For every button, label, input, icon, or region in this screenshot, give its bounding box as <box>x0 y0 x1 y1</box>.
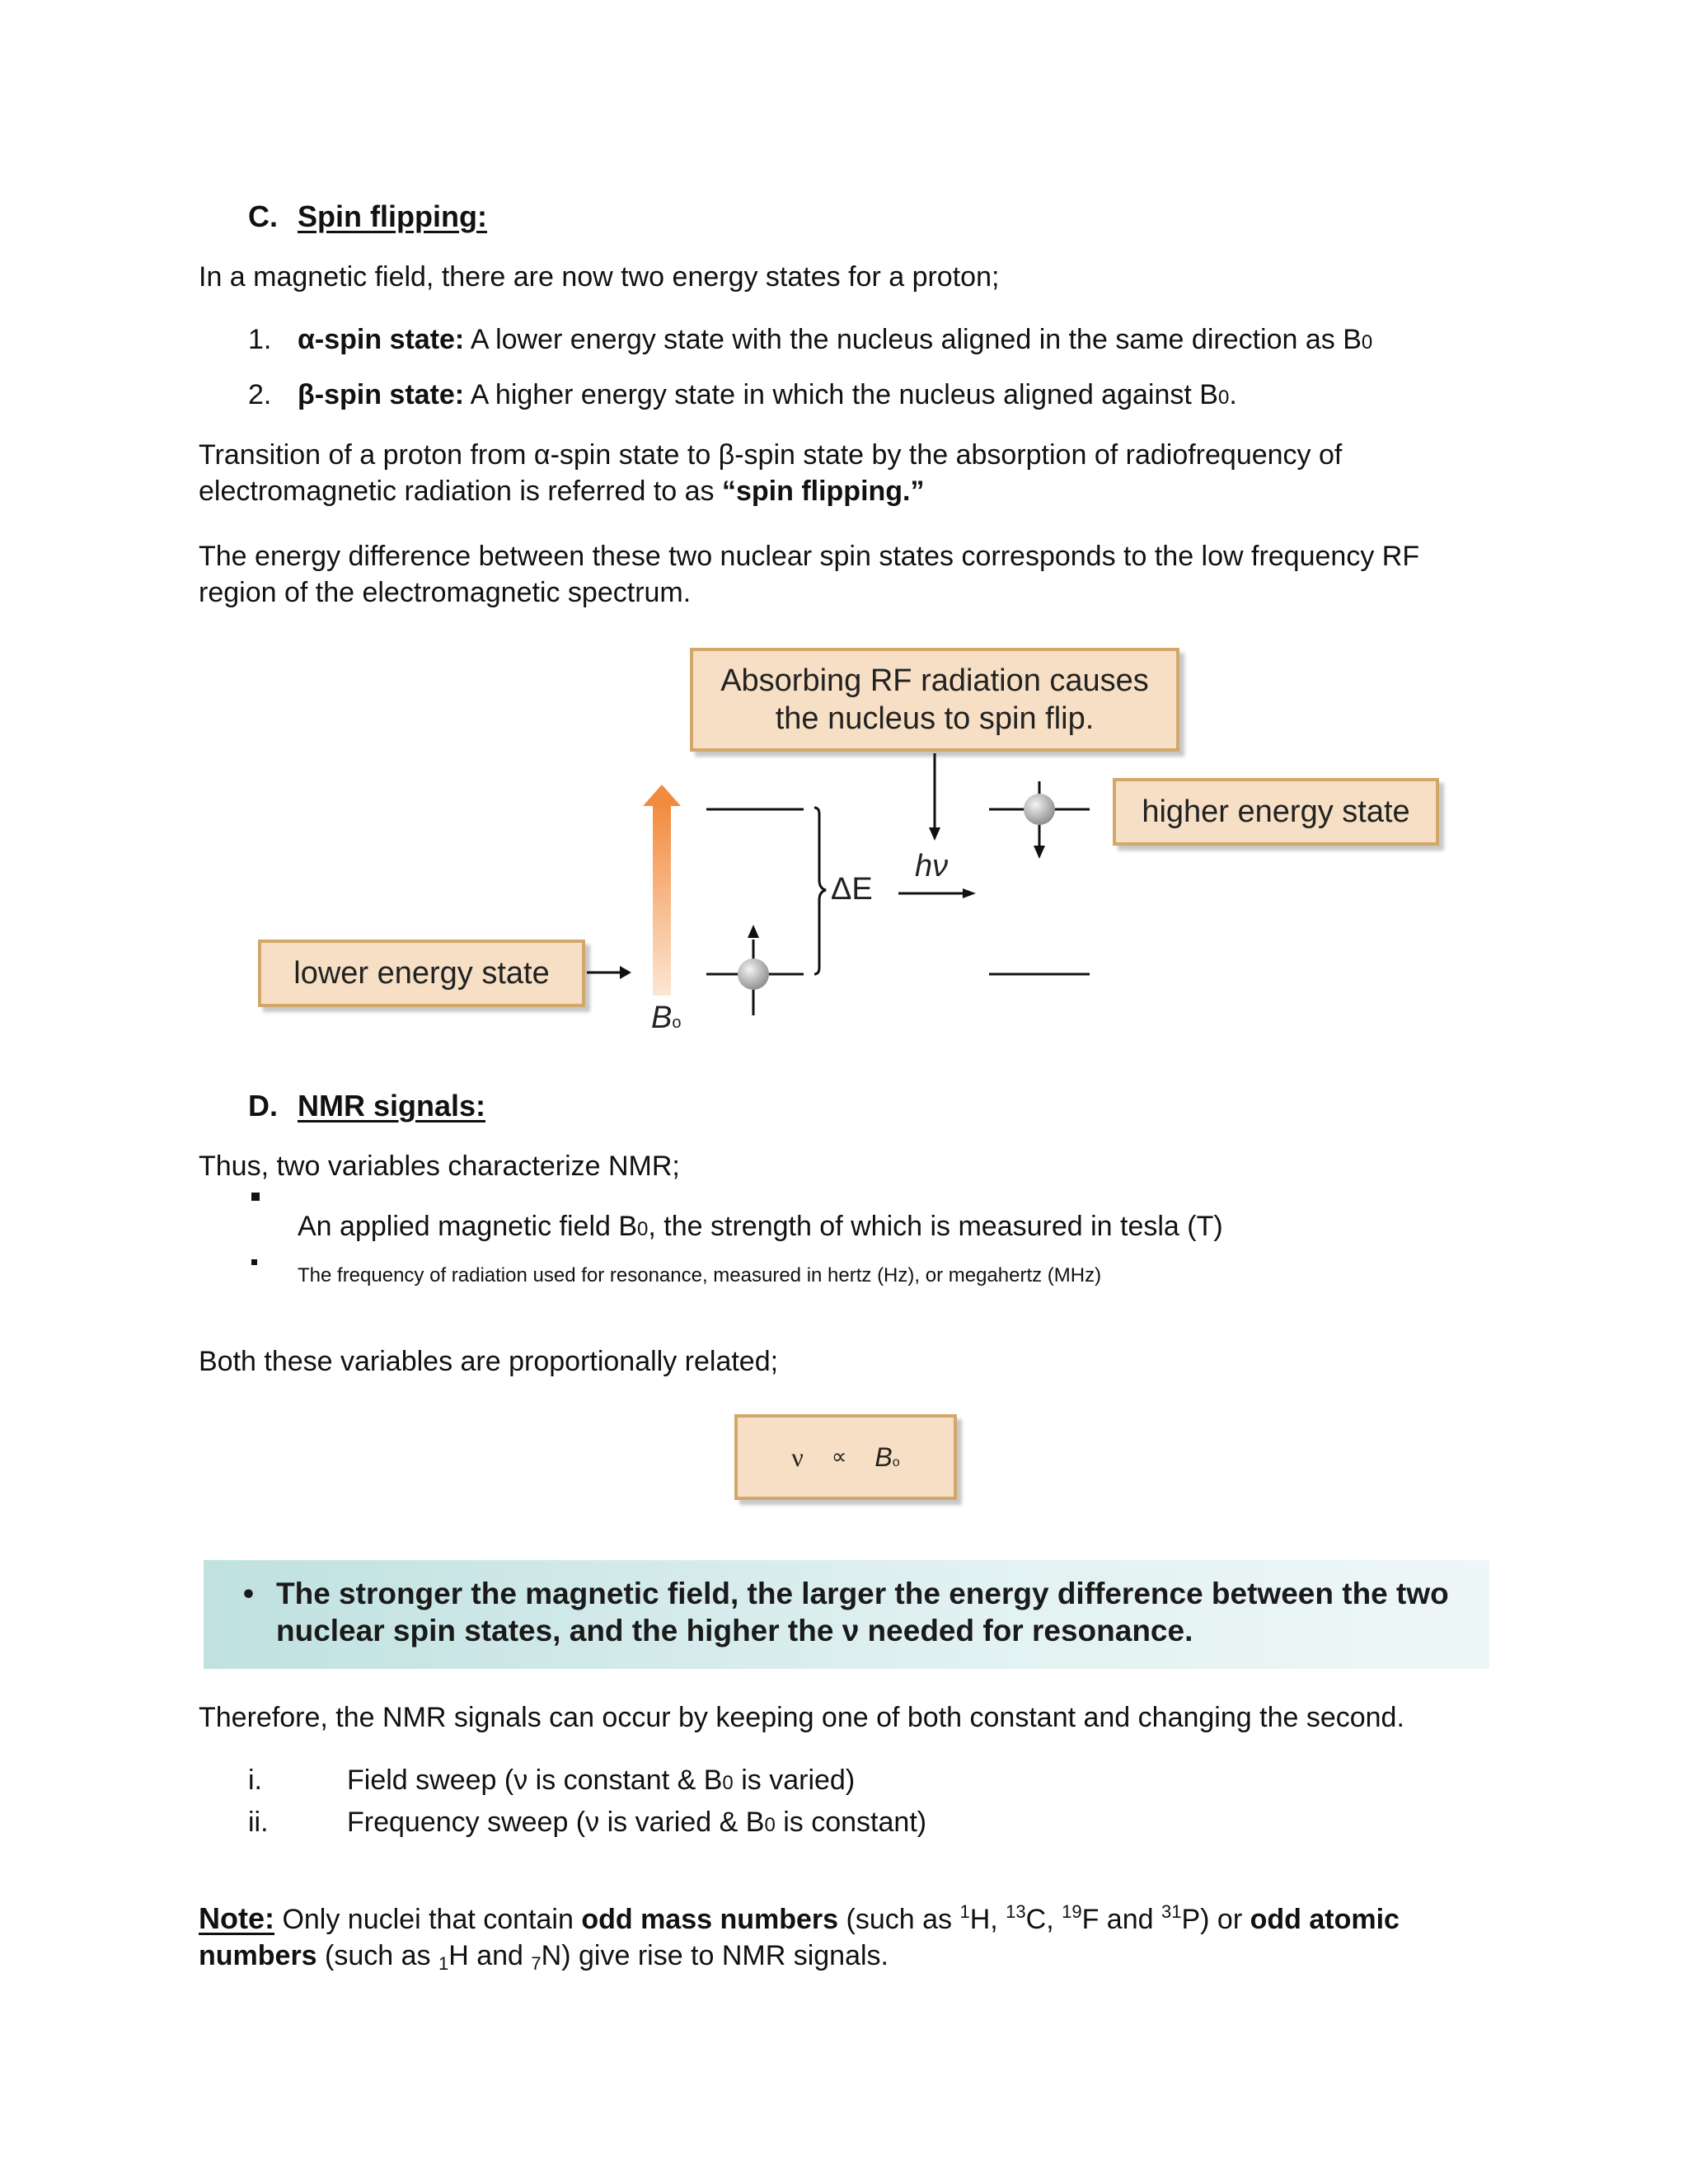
list-item-tail: . <box>1229 379 1237 410</box>
square-bullet-icon <box>251 1259 257 1265</box>
list-item-number: 1. <box>248 324 272 355</box>
bullet-text: , the strength of which is measured in tesla (T) <box>648 1211 1223 1242</box>
related-text: Both these variables are proportionally related; <box>199 1346 779 1377</box>
sweep-text: Field sweep (ν is constant & B <box>347 1765 723 1796</box>
banner-line: The stronger the magnetic field, the larger the energy difference between the two <box>276 1577 1449 1610</box>
note-text: N) give rise to NMR signals. <box>541 1940 889 1971</box>
note-text: (such as <box>838 1904 960 1935</box>
sweep-text: is constant) <box>775 1807 927 1838</box>
section-c-title: Spin flipping: <box>298 199 487 233</box>
note-bold: numbers <box>199 1940 317 1971</box>
isotope-mass: 13 <box>1006 1901 1026 1922</box>
atomic-number: 1 <box>438 1953 449 1974</box>
note-label: Note: <box>199 1901 274 1935</box>
section-c-intro: In a magnetic field, there are now two energy states for a proton; <box>199 261 1000 293</box>
note-text: C, <box>1025 1904 1062 1935</box>
paragraph-line: The energy difference between these two nuclear spin states corresponds to the low frequency RF <box>199 541 1420 572</box>
sweep-subscript: 0 <box>764 1814 776 1836</box>
callout-pointer-icon <box>929 753 940 841</box>
list-item-text: A lower energy state with the nucleus aligned in the same direction as B <box>464 324 1362 355</box>
bullet-item: The frequency of radiation used for resonance, measured in hertz (Hz), or megahertz (MHz) <box>298 1264 1102 1286</box>
note-line <box>199 1938 1400 1977</box>
section-c-letter: C. <box>248 199 278 233</box>
note-text: P) or <box>1181 1904 1250 1935</box>
callout-line: the nucleus to spin flip. <box>775 701 1095 736</box>
isotope-mass: 1 <box>959 1901 970 1922</box>
banner-line: nuclear spin states, and the higher the ν needed for resonance. <box>276 1614 1193 1647</box>
photon-arrow-icon <box>898 888 976 898</box>
sweep-item <box>248 1762 855 1802</box>
sweep-number: i. <box>248 1765 262 1796</box>
proportionality-formula <box>734 1414 957 1500</box>
formula-nu: ν <box>791 1441 804 1472</box>
atomic-number: 7 <box>531 1953 542 1974</box>
section-d-intro: Thus, two variables characterize NMR; <box>199 1151 680 1182</box>
b0-label <box>651 1001 681 1036</box>
b0-subscript: o <box>672 1014 682 1032</box>
formula-b-subscript: o <box>892 1455 900 1469</box>
note-bold: odd atomic <box>1250 1904 1400 1935</box>
sweep-text: Frequency sweep (ν is varied & B <box>347 1807 765 1838</box>
h-nu-label: hν <box>915 849 949 883</box>
note-text: (such as <box>316 1940 438 1971</box>
sweep-number: ii. <box>248 1807 269 1838</box>
callout-line: Absorbing RF radiation causes <box>720 663 1149 698</box>
note-text: H, <box>969 1904 1006 1935</box>
delta-e-bracket-icon <box>814 808 826 974</box>
paragraph-line: Transition of a proton from α-spin state to β-spin state by the absorption of radiofrequency of <box>199 439 1343 471</box>
banner-bullet: • <box>243 1577 254 1610</box>
note-text: Only nuclei that contain <box>274 1904 582 1935</box>
key-point-banner <box>204 1560 1489 1669</box>
list-item-term: β-spin state: <box>298 379 465 410</box>
paragraph-line: region of the electromagnetic spectrum. <box>199 577 692 608</box>
bullet-item <box>298 1208 1223 1248</box>
list-item-text: A higher energy state in which the nucleus aligned against B <box>464 379 1218 410</box>
bullet-subscript: 0 <box>637 1218 649 1240</box>
section-d-heading <box>248 1088 485 1124</box>
note-text: F and <box>1081 1904 1161 1935</box>
isotope-mass: 19 <box>1062 1901 1082 1922</box>
sweep-item <box>248 1804 926 1844</box>
spin-flipping-term: “spin flipping.” <box>721 476 925 507</box>
note-text: H and <box>448 1940 532 1971</box>
note-bold: odd mass numbers <box>581 1904 839 1935</box>
section-d-title: NMR signals: <box>298 1089 486 1122</box>
list-item-subscript: 0 <box>1217 387 1230 409</box>
note-paragraph <box>199 1900 1400 1977</box>
sweep-subscript: 0 <box>722 1772 734 1794</box>
formula-b0 <box>874 1442 899 1473</box>
isotope-mass: 31 <box>1160 1901 1182 1922</box>
formula-b-symbol: B <box>874 1441 893 1472</box>
bullet-text: An applied magnetic field B <box>298 1211 638 1242</box>
formula-proportional: ∝ <box>831 1445 847 1469</box>
list-item-subscript: 0 <box>1361 331 1373 354</box>
therefore-text: Therefore, the NMR signals can occur by keeping one of both constant and changing the second. <box>199 1702 1404 1733</box>
section-d-letter: D. <box>248 1089 278 1122</box>
b0-symbol: B <box>651 1001 673 1035</box>
note-line <box>199 1900 1400 1938</box>
higher-energy-state-label: higher energy state <box>1113 778 1439 846</box>
list-item-term: α-spin state: <box>298 324 465 355</box>
beta-spin-icon <box>1024 781 1055 859</box>
delta-e-label: ΔE <box>831 872 873 907</box>
sweep-text: is varied) <box>733 1765 856 1796</box>
square-bullet-icon <box>251 1193 260 1201</box>
lower-state-pointer-icon <box>587 966 631 979</box>
field-arrow-icon <box>643 785 681 996</box>
alpha-spin-icon <box>738 925 769 1015</box>
paragraph-text: electromagnetic radiation is referred to as <box>199 476 722 507</box>
list-item-number: 2. <box>248 379 272 410</box>
lower-energy-state-label: lower energy state <box>258 940 585 1007</box>
